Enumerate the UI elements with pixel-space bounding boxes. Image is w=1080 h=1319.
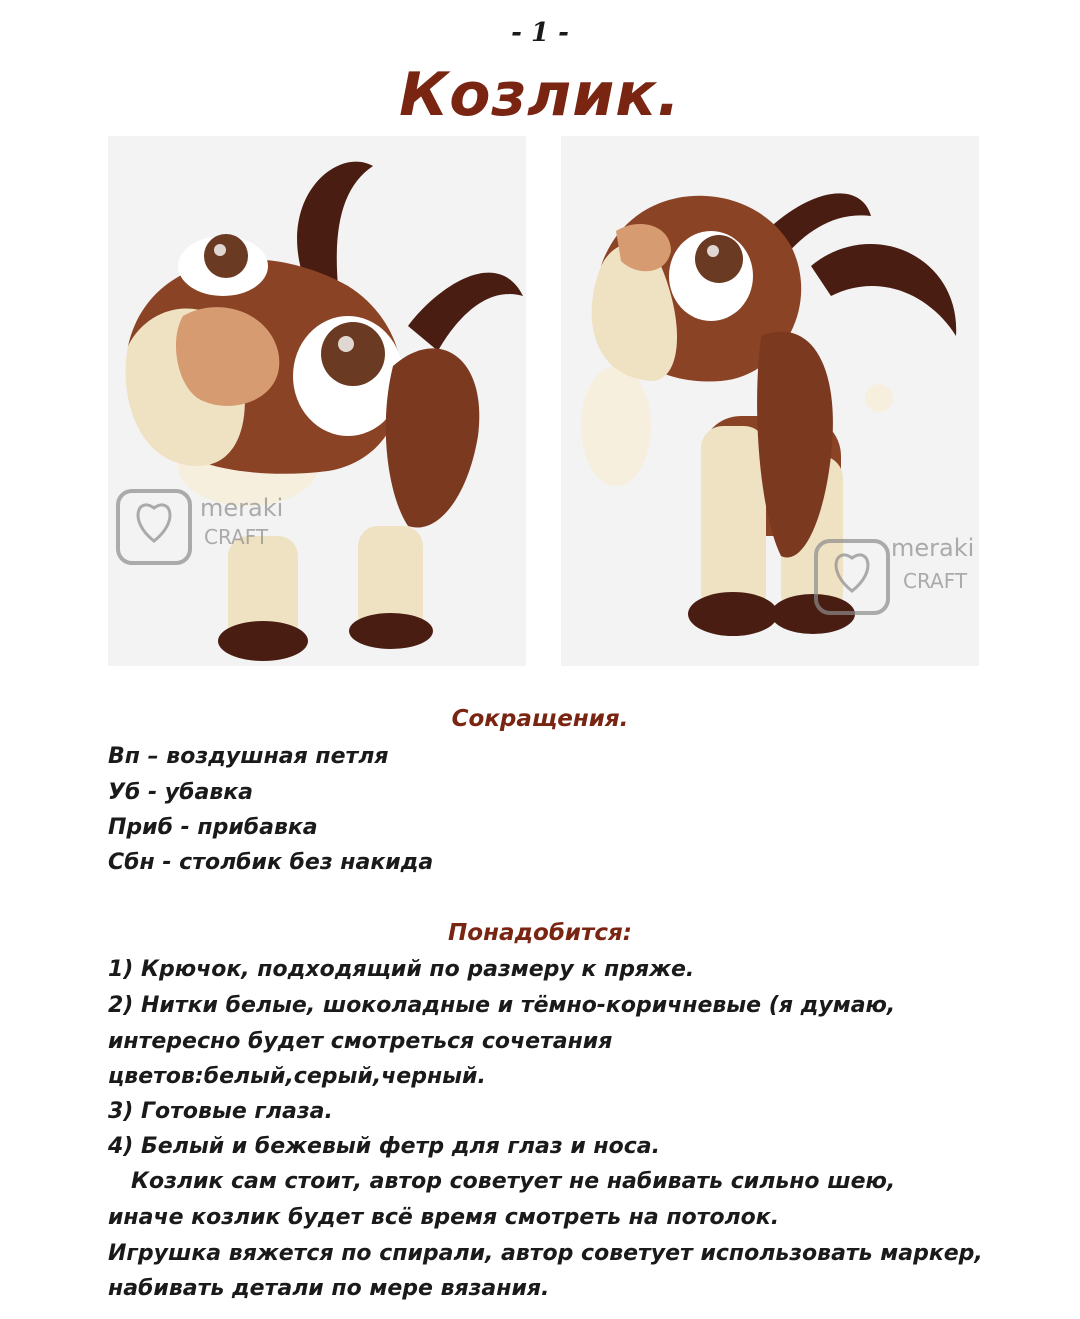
page-title: Козлик. [399,60,681,130]
needed-line: иначе козлик будет всё время смотреть на потолок. [108,1205,780,1230]
needed-heading: Понадобится: [448,920,632,946]
needed-line: 1) Крючок, подходящий по размеру к пряже. [108,957,695,982]
watermark-top: meraki [200,494,284,522]
abbreviation-item: Вп – воздушная петля [108,744,389,769]
page-number: - 1 - [511,18,569,48]
needed-line: Козлик сам стоит, автор советует не набивать сильно шею, [108,1169,896,1194]
needed-line: цветов:белый,серый,черный. [108,1064,486,1089]
needed-line: Игрушка вяжется по спирали, автор советует использовать маркер, [108,1241,983,1266]
watermark-bottom: CRAFT [204,525,269,549]
needed-line: 4) Белый и бежевый фетр для глаз и носа. [108,1134,660,1159]
needed-line: набивать детали по мере вязания. [108,1276,550,1301]
goat-photo-front [108,136,526,666]
needed-line: интересно будет смотреться сочетания [108,1029,613,1054]
abbreviation-item: Уб - убавка [108,780,254,805]
watermark-top: meraki [891,534,975,562]
watermark-bottom: CRAFT [903,569,968,593]
needed-line: 3) Готовые глаза. [108,1099,333,1124]
goat-photo-side [561,136,979,666]
needed-line: 2) Нитки белые, шоколадные и тёмно-коричневые (я думаю, [108,993,896,1018]
abbreviation-item: Приб - прибавка [108,815,318,840]
abbreviation-item: Сбн - столбик без накида [108,850,434,875]
abbreviations-heading: Сокращения. [451,706,629,732]
